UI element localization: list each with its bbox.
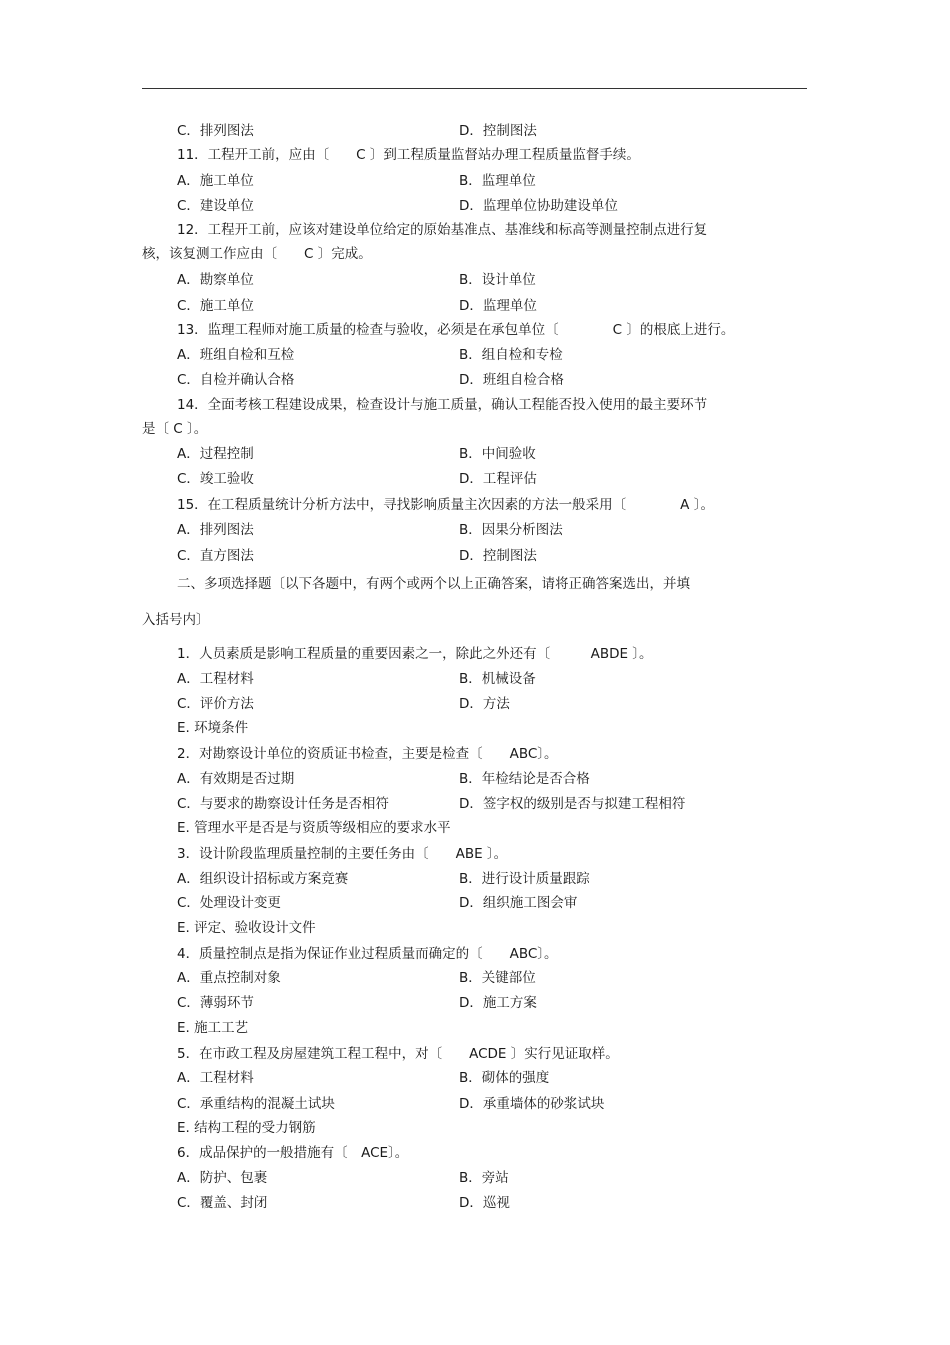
text-line: A．过程控制 [177,446,254,462]
text-line: B．监理单位 [459,173,536,189]
text-line: C．承重结构的混凝土试块 [177,1096,335,1112]
text-line: B．设计单位 [459,272,536,288]
text-line: E. 环境条件 [177,720,249,736]
text-line: 14．全面考核工程建设成果，检查设计与施工质量，确认工程能否投入使用的最主要环节 [177,397,708,413]
text-line: E. 结构工程的受力钢筋 [177,1120,316,1136]
text-line: C．薄弱环节 [177,995,254,1011]
text-line: D．组织施工图会审 [459,895,578,911]
text-line: E. 管理水平是否是与资质等级相应的要求水平 [177,820,451,836]
text-line: A．工程材料 [177,1070,254,1086]
text-line: B．机械设备 [459,671,536,687]
text-line: D．方法 [459,696,510,712]
text-line: C．直方图法 [177,548,254,564]
text-line: D．签字权的级别是否与拟建工程相符 [459,796,686,812]
text-line: C．建设单位 [177,198,254,214]
text-line: C．与要求的勘察设计任务是否相符 [177,796,389,812]
text-line: C．自检并确认合格 [177,372,295,388]
text-line: E. 施工工艺 [177,1020,249,1036]
text-line: A．施工单位 [177,173,254,189]
text-line: D．工程评估 [459,471,537,487]
text-line: D．监理单位 [459,298,537,314]
text-line: C．排列图法 [177,123,254,139]
text-line: 2．对勘察设计单位的资质证书检查，主要是检查〔 ABC〕。 [177,746,558,762]
text-line: B．砌体的强度 [459,1070,550,1086]
text-line: D．监理单位协助建设单位 [459,198,618,214]
text-line: 11．工程开工前，应由〔 C 〕到工程质量监督站办理工程质量监督手续。 [177,147,640,163]
text-line: 3．设计阶段监理质量控制的主要任务由〔 ABE 〕。 [177,846,508,862]
text-line: 核，该复测工作应由〔 C 〕完成。 [142,246,372,262]
text-line: 5．在市政工程及房屋建筑工程工程中，对〔 ACDE 〕实行见证取样。 [177,1046,619,1062]
text-line: 入括号内〕 [142,612,210,628]
text-line: A．重点控制对象 [177,970,281,986]
text-line: 是〔 C 〕。 [142,421,208,437]
text-line: A．有效期是否过期 [177,771,295,787]
text-line: B．年检结论是否合格 [459,771,590,787]
text-line: 12．工程开工前，应该对建设单位给定的原始基准点、基准线和标高等测量控制点进行复 [177,222,708,238]
text-line: 1．人员素质是影响工程质量的重要因素之一，除此之外还有〔 ABDE 〕。 [177,646,653,662]
text-line: 13．监理工程师对施工质量的检查与验收，必须是在承包单位〔 C 〕的根底上进行。 [177,322,735,338]
text-line: A．工程材料 [177,671,254,687]
text-line: B．进行设计质量跟踪 [459,871,590,887]
text-line: B．中间验收 [459,446,536,462]
header-rule [142,88,807,89]
text-line: D．施工方案 [459,995,537,1011]
text-line: A．防护、包裹 [177,1170,268,1186]
text-line: 6．成品保护的一般措施有〔 ACE〕。 [177,1145,409,1161]
text-line: E. 评定、验收设计文件 [177,920,316,936]
text-line: D．控制图法 [459,123,537,139]
text-line: B．组自检和专检 [459,347,563,363]
text-line: 4．质量控制点是指为保证作业过程质量而确定的〔 ABC〕。 [177,946,558,962]
text-line: C．竣工验收 [177,471,254,487]
text-line: C．处理设计变更 [177,895,281,911]
text-line: C．施工单位 [177,298,254,314]
text-line: 15．在工程质量统计分析方法中，寻找影响质量主次因素的方法一般采用〔 A 〕。 [177,497,714,513]
text-line: B．旁站 [459,1170,509,1186]
text-line: B．关键部位 [459,970,536,986]
text-line: C．覆盖、封闭 [177,1195,268,1211]
text-line: A．组织设计招标或方案竞赛 [177,871,349,887]
text-line: A．班组自检和互检 [177,347,295,363]
text-line: C．评价方法 [177,696,254,712]
text-line: B．因果分析图法 [459,522,563,538]
text-line: A．排列图法 [177,522,254,538]
text-line: 二、多项选择题〔以下各题中，有两个或两个以上正确答案，请将正确答案选出，并填 [177,576,690,592]
text-line: D．承重墙体的砂浆试块 [459,1096,605,1112]
text-line: D．班组自检合格 [459,372,564,388]
text-line: D．巡视 [459,1195,510,1211]
text-line: A．勘察单位 [177,272,254,288]
text-line: D．控制图法 [459,548,537,564]
